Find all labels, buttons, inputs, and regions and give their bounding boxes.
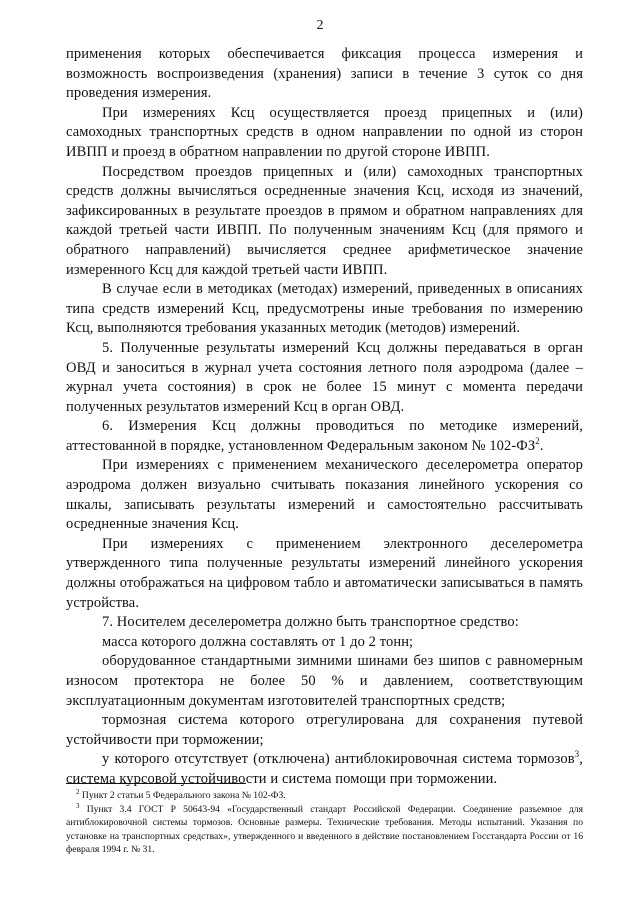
item-6-tail: . — [539, 437, 544, 454]
abs-tail: , система курсовой устойчивости и система помощи при торможении. — [66, 751, 583, 787]
footnote-2-text: Пункт 2 статьи 5 Федерального закона № 102-ФЗ. — [79, 790, 286, 801]
paragraph-electronic-decelerometer: При измерениях с применением электронного деселерометра утвержденного типа полученные результаты измерений линейного ускорения должны отображаться на цифровом табло и автоматически записываться в память устройства. — [66, 535, 583, 611]
paragraph-item-7: 7. Носителем деселерометра должно быть транспортное средство: — [102, 614, 519, 631]
paragraph-item-5: 5. Полученные результаты измерений Ксц должны передаваться в орган ОВД и заноситься в журнал учета состояния летного поля аэродрома (далее – журнал учета состояния) в срок не более 15 минут с момента передачи полученных результатов измерений Ксц в орган ОВД. — [66, 339, 583, 415]
page-number: 2 — [316, 18, 324, 33]
footnote-2 — [66, 789, 583, 802]
footnotes — [66, 789, 583, 857]
paragraph-vehicle-brakes: тормозная система которого отрегулирована для сохранения путевой устойчивости при торможении; — [66, 712, 583, 748]
paragraph-averaging: Посредством проездов прицепных и (или) самоходных транспортных средств должны вычисляться осредненные значения Ксц, исходя из значений, зафиксированных в результате проездов в прямом и обратном направлениях для каждой третьей части ИВПП. По полученным значениям Ксц (для прямого и обратного направлений) вычисляется среднее арифметическое значение измеренного Ксц для каждой третьей части ИВПП. — [66, 163, 583, 278]
footnote-ref-3: 3 — [574, 749, 580, 760]
paragraph-vehicle-mass: масса которого должна составлять от 1 до 2 тонн; — [102, 633, 414, 650]
footnote-ref-2: 2 — [535, 435, 540, 446]
paragraph-measurement-passes: При измерениях Ксц осуществляется проезд прицепных и (или) самоходных транспортных средств в одном направлении по одной из сторон ИВПП и проезд в обратном направлении по другой стороне ИВПП. — [66, 104, 583, 160]
item-6-text: 6. Измерения Ксц должны проводиться по методике измерений, аттестованной в порядке, установленном Федеральным законом № 102-ФЗ — [66, 418, 583, 454]
footnote-marker-2: 2 — [76, 788, 80, 796]
paragraph-continuation: применения которых обеспечивается фиксация процесса измерения и возможность воспроизведения (хранения) записи в течение 3 суток со дня проведения измерения. — [66, 46, 583, 102]
footnote-3-text: Пункт 3.4 ГОСТ Р 50643-94 «Государственный стандарт Российской Федерации. Соединение разъемное для антиблокировочной системы тормозов. Основные размеры. Технические требования. Методы испытаний. Указания по установке на транспортных средствах», утвержденного и введенного в действие постановлением Госстандарта России от 16 февраля 1994 г. № 31. — [66, 804, 583, 855]
footnote-marker-3: 3 — [76, 802, 80, 811]
footnote-divider — [66, 783, 246, 784]
paragraph-methods-requirements: В случае если в методиках (методах) измерений, приведенных в описаниях типа средств измерений Ксц, предусмотрены иные требования по измерению Ксц, выполняются требования указанных методик (методов) измерений. — [66, 281, 583, 337]
paragraph-vehicle-tires: оборудованное стандартными зимними шинами без шипов с равномерным износом протектора не более 50 % и давлением, соответствующим эксплуатационным документам изготовителей транспортных средств; — [66, 653, 583, 709]
footnote-3 — [66, 803, 583, 856]
paragraph-mechanical-decelerometer: При измерениях с применением механического деселерометра оператор аэродрома должен визуально считывать показания линейного ускорения со шкалы, записывать результаты измерений и самостоятельно рассчитывать осредненные значения Ксц. — [66, 457, 583, 533]
paragraph-item-6 — [66, 417, 583, 456]
abs-text: у которого отсутствует (отключена) антиблокировочная система тормозов — [102, 751, 575, 768]
body-text — [66, 45, 583, 790]
